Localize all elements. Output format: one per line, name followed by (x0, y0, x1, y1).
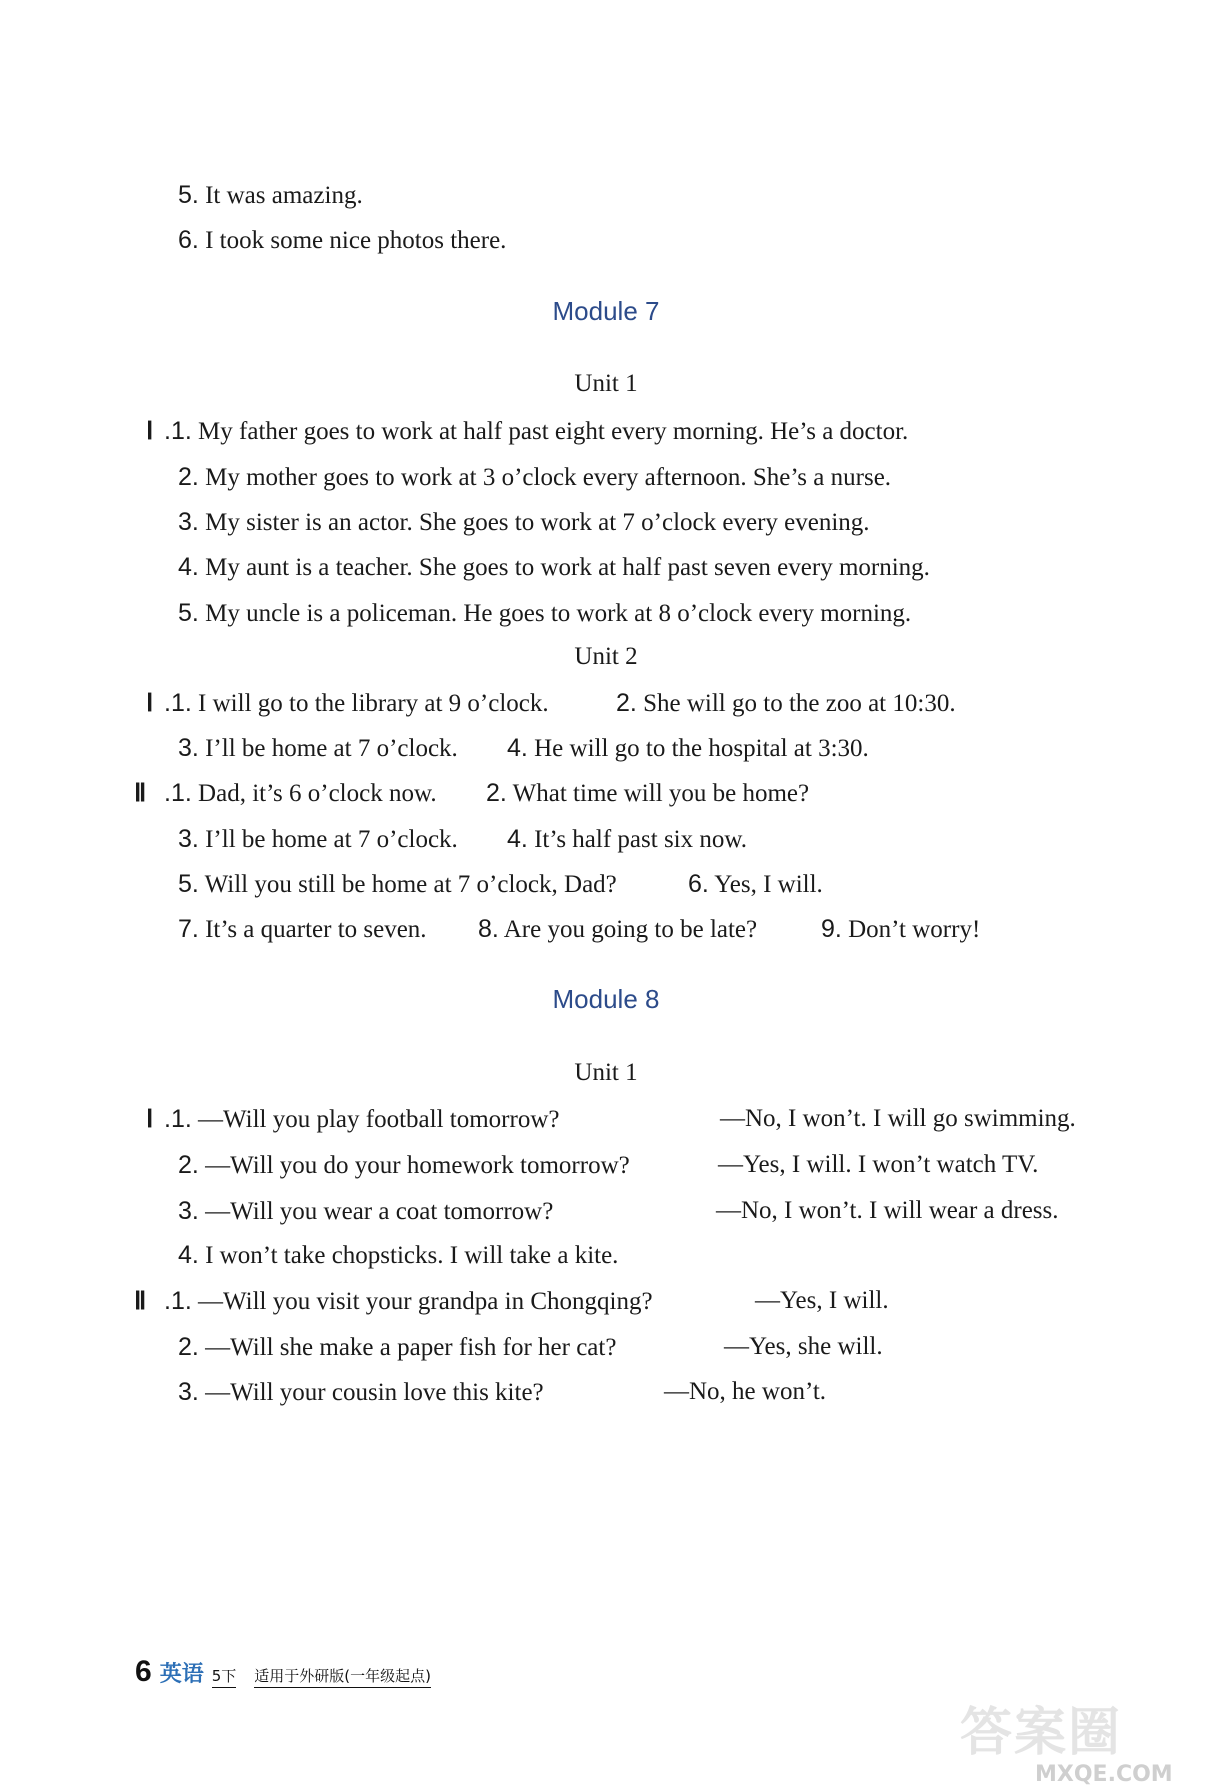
answer-response: —Yes, she will. (724, 1333, 883, 1360)
answer-line: 3. —Will you wear a coat tomorrow? (178, 1197, 554, 1225)
unit-title: Unit 2 (574, 643, 638, 670)
watermark-logo: 答案圈 MXQE.COM (960, 1703, 1173, 1787)
answer-line: 3. I’ll be home at 7 o’clock. (178, 825, 458, 853)
answer-line: 3. My sister is an actor. She goes to work at 7 o’clock every evening. (178, 508, 870, 536)
answer-line: .1. I will go to the library at 9 o’clock. (164, 689, 549, 717)
answer-line: 4. He will go to the hospital at 3:30. (507, 734, 869, 762)
answer-line: .1. —Will you visit your grandpa in Chongqing? (164, 1287, 653, 1315)
unit-title: Unit 1 (574, 1059, 638, 1086)
answer-line: 2. What time will you be home? (486, 779, 810, 807)
answer-response: —Yes, I will. (755, 1287, 889, 1314)
answer-line: 2. My mother goes to work at 3 o’clock every afternoon. She’s a nurse. (178, 463, 892, 491)
answer-line: 6. Yes, I will. (688, 870, 823, 898)
grade-label: 5下 (212, 1665, 237, 1688)
answer-line: 2. She will go to the zoo at 10:30. (616, 689, 956, 717)
answer-line: 6. I took some nice photos there. (178, 226, 507, 254)
answer-line: 4. My aunt is a teacher. She goes to work at half past seven every morning. (178, 553, 930, 581)
answer-line: 4. It’s half past six now. (507, 825, 748, 853)
page-footer (135, 1655, 431, 1689)
answer-line: 7. It’s a quarter to seven. (178, 915, 427, 943)
answer-response: —No, he won’t. (664, 1378, 827, 1405)
answer-line: 9. Don’t worry! (821, 915, 981, 943)
answer-line: .1. Dad, it’s 6 o’clock now. (164, 779, 437, 807)
module-title: Module 8 (552, 984, 660, 1014)
answer-line: 5. Will you still be home at 7 o’clock, Dad? (178, 870, 617, 898)
watermark-url: MXQE.COM (1035, 1762, 1173, 1787)
answer-line: 8. Are you going to be late? (478, 915, 758, 943)
answer-line: 2. —Will you do your homework tomorrow? (178, 1151, 630, 1179)
answer-response: —Yes, I will. I won’t watch TV. (718, 1151, 1039, 1178)
subject-label: 英语 (159, 1662, 204, 1687)
section-roman-numeral: Ⅰ (146, 689, 154, 717)
page-number: 6 (135, 1655, 152, 1688)
module-title: Module 7 (552, 296, 660, 326)
section-roman-numeral: Ⅱ (134, 1287, 147, 1315)
answer-line: 3. —Will your cousin love this kite? (178, 1378, 544, 1406)
answer-response: —No, I won’t. I will go swimming. (720, 1105, 1076, 1132)
section-roman-numeral: Ⅰ (146, 1105, 154, 1133)
answer-response: —No, I won’t. I will wear a dress. (716, 1197, 1059, 1224)
section-roman-numeral: Ⅰ (146, 417, 154, 445)
answer-line: 2. —Will she make a paper fish for her cat? (178, 1333, 617, 1361)
unit-title: Unit 1 (574, 370, 638, 397)
answer-line: .1. —Will you play football tomorrow? (164, 1105, 560, 1133)
answer-line: 5. It was amazing. (178, 181, 363, 209)
answer-line: 5. My uncle is a policeman. He goes to work at 8 o’clock every morning. (178, 599, 912, 627)
answer-line: .1. My father goes to work at half past eight every morning. He’s a doctor. (164, 417, 909, 445)
section-roman-numeral: Ⅱ (134, 779, 147, 807)
answer-line: 3. I’ll be home at 7 o’clock. (178, 734, 458, 762)
answer-line: 4. I won’t take chopsticks. I will take a kite. (178, 1241, 619, 1269)
edition-label: 适用于外研版(一年级起点) (254, 1665, 431, 1688)
